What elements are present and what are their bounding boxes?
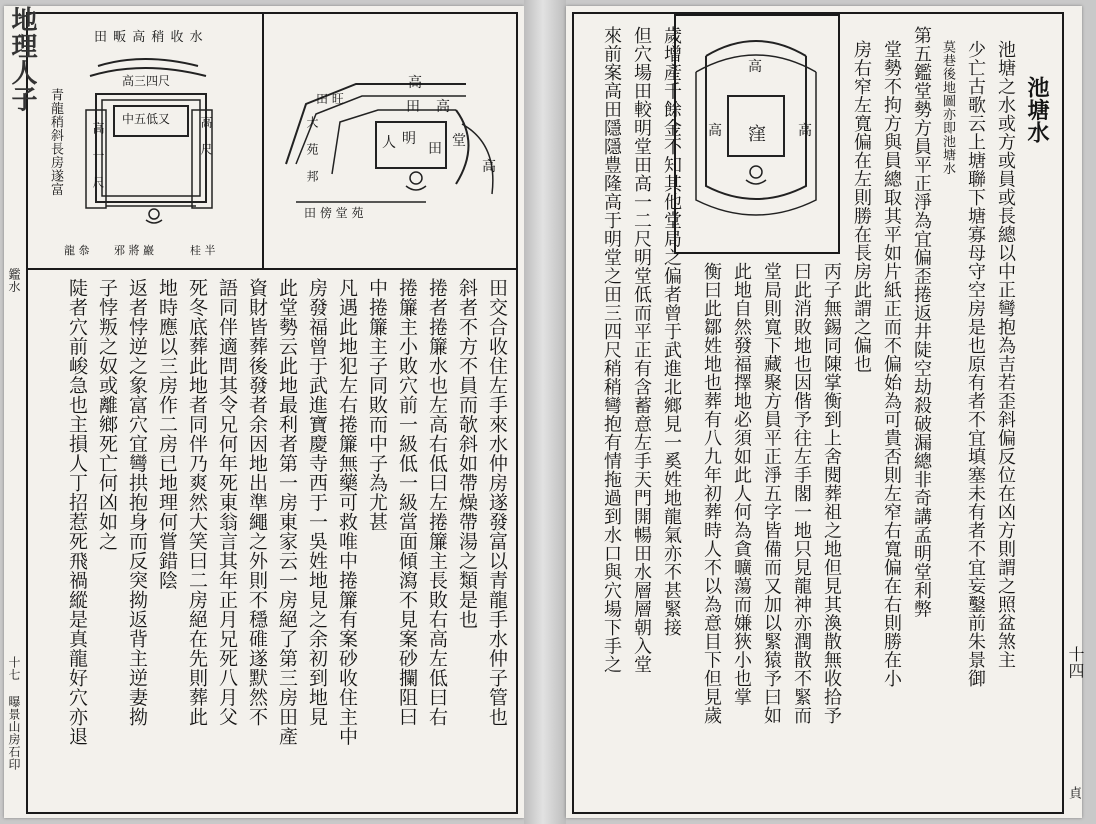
section-title: 池塘水	[1024, 76, 1050, 144]
pond-diagram-label-top: 高	[748, 59, 762, 75]
right-text-column-5: 堂勢不拘方與員總取其平如片紙正而不偏始為可貴否則左窄右寬偏在右則勝在小	[881, 40, 902, 688]
left-edge-bottom: 十七 曝景山房石印	[7, 656, 21, 771]
left-page	[4, 6, 524, 818]
pond-diagram-label-left: 高	[708, 123, 722, 139]
left-text-column-15: 陡者穴前峻急也主損人丁招惹死飛禍縱是真龍好穴亦退	[66, 278, 88, 746]
diagram-1-label-center: 中五低又	[122, 112, 171, 126]
left-text-column-9: 資財皆葬後發者余因地出準繩之外則不穩碓遂默然不	[246, 278, 268, 727]
right-text-column-8: 曰此消敗地也因偕予往左手閣一地只見龍神亦潤散不緊而	[791, 262, 812, 725]
left-text-column-2: 斜者不方不員而欹斜如帶燥帶湯之類是也	[456, 278, 478, 629]
diagram-center-divider	[262, 12, 264, 270]
diagram-1-side-label: 青龍稍斜長房遂富	[48, 88, 63, 196]
left-edge-label: 鑑水	[7, 268, 21, 293]
right-text-column-2: 少亡古歌云上塘聯下塘寡母守空房是也原有者不宜填塞未有者不宜妄鑿前朱景御	[965, 40, 986, 688]
left-text-column-8: 此堂勢云此地最利者第一房東家云一房絕了第三房田產	[276, 278, 298, 746]
diagram-2-label-ren: 人	[382, 135, 396, 151]
diagram-2-label-high2: 高	[436, 99, 450, 115]
right-text-column-13: 但穴場田較明堂田高一二尺明堂低而平正有含蓄意左手天門開暢田水層層朝入堂	[631, 26, 652, 674]
diagram-1-bottom-label-1: 龍 叅	[64, 244, 90, 257]
right-edge-char: 貞	[1066, 786, 1081, 800]
right-text-column-12: 歲增產千餘金不知其他堂局之偏者曾于武進北鄉見一奚姓地龍氣亦不甚緊接	[661, 26, 682, 637]
diagram-2-label-field3: 田 旺	[316, 92, 344, 106]
right-text-column-10: 此地自然發福擇地必須如此人何為貪曠蕩而嫌狹小也掌	[731, 262, 752, 706]
diagram-1-title: 田 畈 高 稍 收 水	[94, 30, 204, 45]
left-edge-title: 地理人子	[7, 6, 37, 112]
diagram-2-label-high: 高	[408, 75, 422, 91]
left-text-column-5: 中捲簾主子同敗而中子為尤甚	[366, 278, 388, 532]
diagram-2-label-left: 大 苑 邦	[305, 116, 319, 183]
diagram-1-label-high-right: 高 尺	[199, 116, 213, 156]
diagram-2-label-tang: 堂	[452, 133, 466, 149]
diagram-1-bottom-label-2: 邪 將 巖	[114, 244, 154, 257]
diagram-2-label-high3: 高	[482, 159, 496, 175]
diagram-2-label-field2: 田	[428, 141, 442, 157]
left-text-column-6: 凡遇此地犯左右捲簾無藥可救唯中捲簾有案砂收住主中	[336, 278, 358, 746]
left-text-column-10: 語同伴適問其令兄何年死東翁言其年正月兄死八月父	[216, 278, 238, 727]
diagram-1-bottom-label-3: 桂 半	[190, 244, 216, 257]
left-text-column-1: 田交合收住左手來水仲房遂發富以青龍手水仲子管也	[486, 278, 508, 727]
right-text-column-1: 池塘之水或方或員或長總以中正彎抱為吉若歪斜偏反位在凶方則謂之照盆煞主	[995, 40, 1016, 669]
diagram-2-label-ming: 明	[402, 131, 416, 147]
right-page	[566, 6, 1085, 818]
left-text-column-12: 地時應以三房作二房已地理何嘗錯陰	[156, 278, 178, 590]
pond-diagram-label-right: 高	[798, 123, 812, 139]
right-text-column-6: 房右窄左寬偏在左則勝在長房此謂之偏也	[851, 40, 872, 373]
left-text-column-14: 子悖叛之奴或離鄉死亡何凶如之	[96, 278, 118, 551]
diagram-1-label-high-left: 高 一 尺	[91, 122, 105, 189]
diagram-divider	[26, 268, 516, 270]
left-text-column-7: 房發福曾于武進寶慶寺西于一吳姓地見之余初到地見	[306, 278, 328, 727]
left-text-column-4: 捲簾主小敗穴前一級低一級當面傾瀉不見案砂攔阻曰	[396, 278, 418, 727]
right-text-column-4: 第五鑑堂勢方員平正淨為宜偏歪捲返井陡空劫殺破漏總非奇講孟明堂利弊	[911, 26, 932, 618]
right-text-column-14: 來前案高田隱隱豊隆高于明堂之田三四尺稍稍彎抱有情拖過到水口與穴場下手之	[601, 26, 622, 674]
diagram-2-label-bottom: 田 傍 堂 苑	[304, 206, 364, 220]
right-text-column-3: 莫巷後地圖亦即池塘水	[940, 40, 955, 175]
diagram-2-label-field: 田	[406, 99, 420, 115]
book-gutter	[524, 0, 566, 824]
left-text-column-13: 返者悖逆之象富穴宜彎拱抱身而反突拗返背主逆妻拗	[126, 278, 148, 727]
left-text-column-3: 捲者捲簾水也左高右低曰左捲簾主長敗右高左低曰右	[426, 278, 448, 727]
right-text-column-7: 丙子無錫同陳掌衡到上舍閱葬祖之地但見其渙散無收拾予	[821, 262, 842, 725]
right-text-column-11: 衡曰此鄒姓地也葬有八九年初葬時人不以為意目下但見歲	[701, 262, 722, 725]
page-number: 十四	[1066, 646, 1085, 679]
left-text-column-11: 死冬底葬此地者同伴乃爽然大笑曰二房絕在先則葬此	[186, 278, 208, 727]
pond-diagram-label-center: 窪	[748, 124, 766, 145]
diagram-1-label-top: 高三四尺	[122, 74, 171, 88]
right-text-column-9: 堂局則寬下藏聚方員平正淨五字皆備而又加以緊猿予曰如	[761, 262, 782, 725]
